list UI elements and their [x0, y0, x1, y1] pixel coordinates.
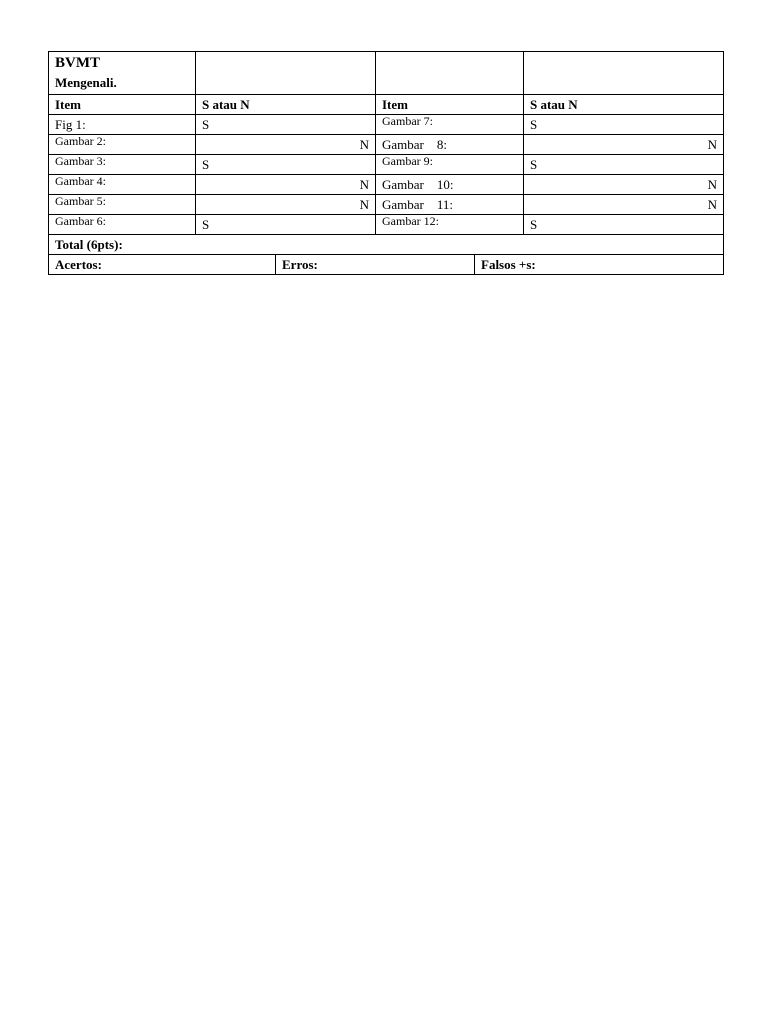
item-label: Gambar 12:: [382, 214, 439, 228]
column-header-row: [49, 95, 724, 115]
answer-cell[interactable]: [524, 155, 724, 175]
answer-cell[interactable]: [524, 175, 724, 195]
acertos-field[interactable]: Acertos:: [49, 255, 276, 275]
answer-value: N: [707, 136, 717, 152]
test-title: BVMT: [55, 55, 100, 71]
item-label: Gambar 3:: [55, 154, 106, 168]
blank-header-cell: [524, 52, 724, 95]
table-row: [49, 195, 724, 215]
answer-value: N: [707, 176, 717, 192]
item-label-cell: [376, 115, 524, 135]
answer-value: N: [707, 196, 717, 212]
answer-cell[interactable]: [524, 195, 724, 215]
answer-cell[interactable]: [524, 135, 724, 155]
item-label-cell: [49, 115, 196, 135]
table-row: [49, 155, 724, 175]
test-subtitle: Mengenali.: [55, 75, 117, 90]
answer-cell[interactable]: [524, 215, 724, 235]
item-label: Gambar 11:: [382, 196, 453, 212]
item-label: Fig 1:: [55, 116, 86, 132]
blank-header-cell: [376, 52, 524, 95]
summary-row-table: [48, 255, 724, 275]
bvmt-score-sheet: [48, 51, 723, 275]
item-label-cell: [49, 215, 196, 235]
item-label-cell: [376, 175, 524, 195]
item-label: Gambar 10:: [382, 176, 454, 192]
erros-field[interactable]: Erros:: [276, 255, 475, 275]
answer-value: S: [530, 216, 538, 232]
table-row: [49, 175, 724, 195]
blank-header-cell: [196, 52, 376, 95]
table-row: [49, 135, 724, 155]
answer-cell[interactable]: [524, 115, 724, 135]
answer-value: S: [202, 116, 210, 132]
item-label-cell: [376, 195, 524, 215]
item-label-cell: [49, 135, 196, 155]
item-label: Gambar 9:: [382, 154, 433, 168]
recognition-table: [48, 51, 724, 255]
answer-value: N: [359, 196, 369, 212]
answer-cell[interactable]: [196, 135, 376, 155]
item-label-cell: [376, 135, 524, 155]
item-label-cell: [49, 175, 196, 195]
column-header-item-left: Item: [49, 95, 196, 115]
answer-value: S: [202, 156, 210, 172]
item-label: Gambar 6:: [55, 214, 106, 228]
answer-value: N: [359, 136, 369, 152]
answer-value: S: [530, 156, 538, 172]
column-header-answer-left: S atau N: [196, 95, 376, 115]
total-row: [49, 235, 724, 255]
answer-cell[interactable]: [196, 155, 376, 175]
summary-row: [49, 255, 724, 275]
answer-cell[interactable]: [196, 215, 376, 235]
answer-value: S: [530, 116, 538, 132]
title-cell: [49, 52, 196, 95]
falsos-positivos-field[interactable]: Falsos +s:: [475, 255, 724, 275]
item-label-cell: [49, 195, 196, 215]
item-label-cell: [376, 155, 524, 175]
answer-cell[interactable]: [196, 115, 376, 135]
item-label-cell: [376, 215, 524, 235]
table-row: [49, 215, 724, 235]
item-label: Gambar 4:: [55, 174, 106, 188]
item-label: Gambar 2:: [55, 134, 106, 148]
title-row: [49, 52, 724, 95]
item-label: Gambar 5:: [55, 194, 106, 208]
answer-value: S: [202, 216, 210, 232]
table-row: [49, 115, 724, 135]
item-label: Gambar 7:: [382, 114, 433, 128]
answer-cell[interactable]: [196, 175, 376, 195]
column-header-item-right: Item: [376, 95, 524, 115]
item-label-cell: [49, 155, 196, 175]
answer-value: N: [359, 176, 369, 192]
column-header-answer-right: S atau N: [524, 95, 724, 115]
total-label: Total (6pts):: [49, 235, 724, 255]
item-label: Gambar 8:: [382, 136, 447, 152]
answer-cell[interactable]: [196, 195, 376, 215]
